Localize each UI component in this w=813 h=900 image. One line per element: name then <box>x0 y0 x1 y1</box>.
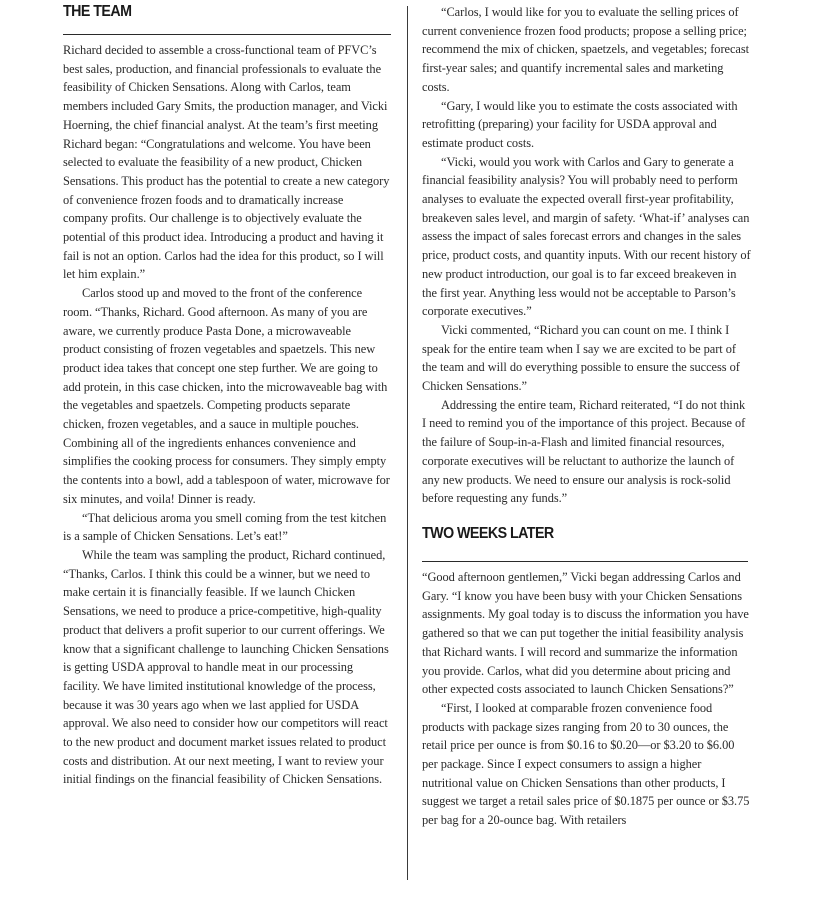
heading-divider <box>63 34 391 35</box>
right-column <box>422 0 752 830</box>
heading-divider <box>422 561 748 562</box>
paragraph: Carlos stood up and moved to the front of the conference room. “Thanks, Richard. Good afternoon. As many of you are aware, we currently produce Pasta Done, a microwaveable product consisting of frozen vegetables and spaetzels. This new product idea takes that concept one step further. We are going to add protein, in this case chicken, into the microwaveable bag with the vegetables and spaetzels. Competing products separate chicken, frozen vegetables, and a sauce in multiple pouches. Combining all of the ingredients enhances convenience and simplifies the cooking process for consumers. They simply empty the contents into a bowl, add a tablespoon of water, microwave for six minutes, and voila! Dinner is ready. <box>63 286 390 506</box>
paragraph: “Vicki, would you work with Carlos and Gary to generate a financial feasibility analysis? You will probably need to perform analyses to evaluate the expected overall first-year profitability, breakeven sales level, and margin of safety. ‘What-if’ analyses can assess the impact of sales forecast errors and changes in the sales price, product costs, and quantity inputs. With our recent history of new product introduction, our goal is to far exceed breakeven in the first year. Anything less would not be acceptable to Parson’s corporate executives.” <box>422 154 751 319</box>
left-column <box>63 0 391 789</box>
paragraph: “Carlos, I would like for you to evaluate the selling prices of current convenience frozen food products; propose a selling price; recommend the mix of chicken, spaetzels, and vegetables; forecast first-year sales; and quantify incremental sales and marketing costs. <box>422 5 750 94</box>
section-heading-the-team: THE TEAM <box>63 3 132 20</box>
paragraph: Addressing the entire team, Richard reiterated, “I do not think I need to remind you of the importance of this project. Because of the failure of Soup-in-a-Flash and limited financial resources, corporate executives will be reluctant to authorize the launch of any new products. We need to ensure our analysis is rock-solid before requesting any funds.” <box>422 397 746 506</box>
paragraph: While the team was sampling the product, Richard continued, “Thanks, Carlos. I think this could be a winner, but we need to make certain it is financially feasible. If we launch Chicken Sensations, we need to produce a price-competitive, high-quality product that delivers a profit superior to our current offerings. We know that a significant challenge to launching Chicken Sensations is getting USDA approval to handle meat in our processing facility. We have limited institutional knowledge of the process, because it was 30 years ago when we last applied for USDA approval. We also need to consider how our competitors will react to the new product and document market issues related to product costs and distribution. At our next meeting, I want to review your initial findings on the financial feasibility of Chicken Sensations. <box>63 547 389 787</box>
right-column-body-bottom <box>422 568 752 830</box>
paragraph: Vicki commented, “Richard you can count on me. I think I speak for the entire team when I say we are excited to be part of the team and will do everything possible to ensure the success of Chicken Sensations.” <box>422 322 740 394</box>
left-column-body <box>63 41 391 789</box>
column-divider <box>407 6 408 880</box>
paragraph: “Gary, I would like you to estimate the costs associated with retrofitting (preparing) your facility for USDA approval and estimate product costs. <box>422 98 738 150</box>
right-column-body-top <box>422 3 752 508</box>
paragraph: “First, I looked at comparable frozen convenience food products with package sizes ranging from 20 to 30 ounces, the retail price per ounce is from $0.16 to $0.20—or $3.20 to $6.00 per package. Since I expect consumers to assign a higher nutritional value on Chicken Sensations than other products, I suggest we target a retail sales price of $0.1875 per ounce or $3.75 per bag for a 20-ounce bag. With retailers <box>422 700 750 828</box>
paragraph: Richard decided to assemble a cross-functional team of PFVC’s best sales, production, and financial professionals to evaluate the feasibility of Chicken Sensations. Along with Carlos, team members included Gary Smits, the production manager, and Vicki Hoerning, the chief financial analyst. At the team’s first meeting Richard began: “Congratulations and welcome. You have been selected to evaluate the feasibility of a new product, Chicken Sensations. This product has the potential to create a new category of convenience frozen foods and to dramatically increase company profits. Our challenge is to objectively evaluate the potential of this product idea. Introducing a product and having it fail is not an option. Carlos had the idea for this product, so I will let him explain.” <box>63 43 390 282</box>
paragraph: “That delicious aroma you smell coming from the test kitchen is a sample of Chicken Sensations. Let’s eat!” <box>63 510 387 544</box>
paragraph: “Good afternoon gentlemen,” Vicki began addressing Carlos and Gary. “I know you have been busy with your Chicken Sensations assignments. My goal today is to discuss the information you have gathered so that we can put together the initial feasibility analysis that Richard wants. I will record and summarize the information you provide. Carlos, what did you determine about pricing and other expected costs associated to launch Chicken Sensations?” <box>422 569 749 697</box>
section-heading-two-weeks-later: TWO WEEKS LATER <box>422 524 554 542</box>
